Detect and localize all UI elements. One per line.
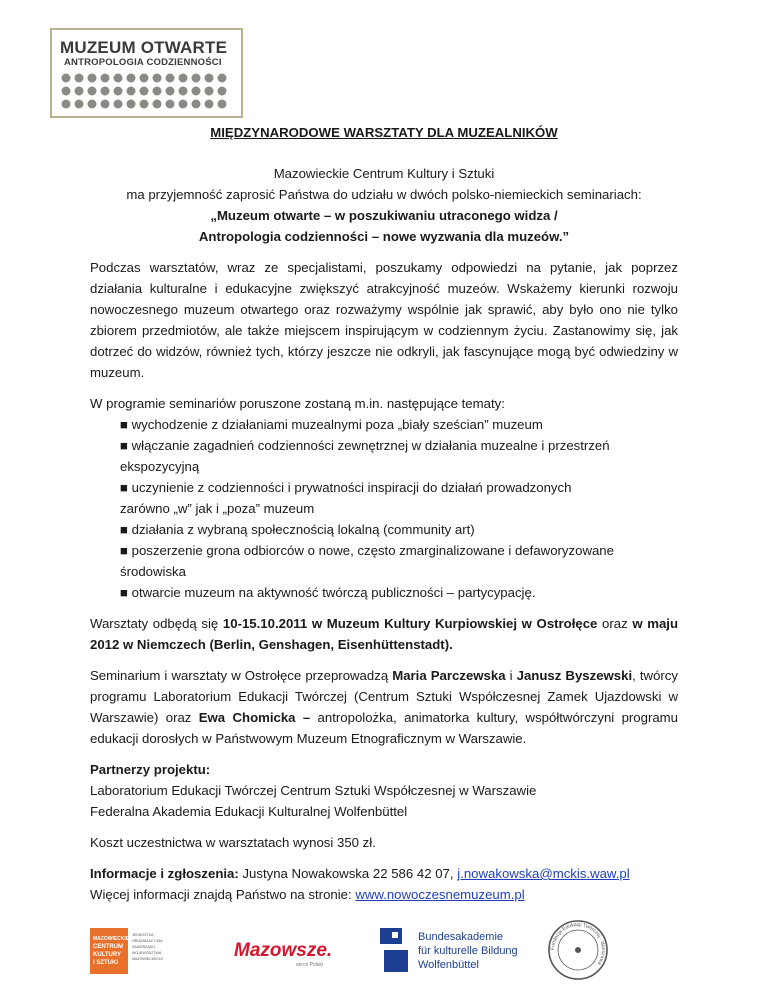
topic-item: ■ działania z wybraną społecznością lokalną (community art) [120, 522, 475, 537]
dates-second-event: w maju 2012 w Niemczech (Berlin, Genshagen, Eisenhüttenstadt). [90, 616, 679, 652]
logo-dot-pattern [60, 72, 236, 118]
more-info-line [90, 884, 678, 905]
trainers-text: antropolożka, animatorka kultury, współtwórczyni programu edukacji dorosłych w Państwowym Muzeum Etnograficznym w Warszawie. [90, 710, 679, 746]
mckis-line-4: I SZTUKI [93, 960, 118, 966]
bak-line-2: für kulturelle Bildung [418, 945, 518, 957]
trainers-text: Seminarium i warsztaty w Ostrołęce przeprowadzą [90, 668, 393, 683]
dates-connector: oraz [597, 616, 633, 631]
svg-text:JEDNOSTKA: JEDNOSTKA [132, 933, 154, 937]
footer-logos [90, 918, 690, 990]
dates-paragraph [90, 613, 678, 655]
svg-text:SAMORZĄDU: SAMORZĄDU [132, 945, 155, 949]
contact-line [90, 863, 678, 884]
topic-item: ■ włączanie zagadnień codzienności zewnętrznej w działania muzealne i przestrzeń [120, 438, 610, 453]
organizer-name: Mazowieckie Centrum Kultury i Sztuki [273, 166, 495, 181]
topic-item: ■ wychodzenie z działaniami muzealnymi poza „biały sześcian” muzeum [120, 417, 543, 432]
seal-text: Fundacja Edukacji Twórczej · Warszawa [549, 921, 607, 966]
mazowsze-wordmark: Mazowsze. [234, 940, 333, 961]
more-info-text: Więcej informacji znajdą Państwo na stronie: [90, 887, 356, 902]
svg-text:MAZOWIECKIEGO: MAZOWIECKIEGO [132, 957, 164, 961]
contact-email-link[interactable]: j.nowakowska@mckis.waw.pl [457, 866, 630, 881]
logo-muzeum-otwarte [50, 28, 243, 118]
contact-label: Informacje i zgłoszenia: [90, 866, 239, 881]
seminar-title-line1: „Muzeum otwarte – w poszukiwaniu utraconego widza / [210, 208, 558, 223]
bundesakademie-logo [380, 924, 545, 978]
topic-item: ■ poszerzenie grona odbiorców o nowe, często zmarginalizowane i defaworyzowane [120, 543, 614, 558]
trainers-text: i [505, 668, 517, 683]
foundation-seal-logo [546, 918, 610, 982]
trainers-paragraph [90, 665, 678, 749]
document-body [90, 122, 678, 905]
trainer-name: Maria Parczewska [392, 668, 506, 683]
mazowsze-tagline: serce Polski [296, 962, 323, 968]
contact-text: Justyna Nowakowska 22 586 42 07, [238, 866, 458, 881]
topic-item-continuation: zarówno „w” jak i „poza” muzeum [120, 501, 315, 516]
mckis-logo [90, 926, 174, 976]
mckis-line-2: CENTRUM [93, 944, 123, 950]
bak-line-1: Bundesakademie [418, 931, 504, 943]
bak-line-3: Wolfenbüttel [418, 959, 479, 971]
dates-text: Warsztaty odbędą się [90, 616, 223, 631]
topic-item: ■ otwarcie muzeum na aktywność twórczą publiczności – partycypację. [120, 585, 536, 600]
cost-line: Koszt uczestnictwa w warsztatach wynosi 350 zł. [90, 835, 376, 850]
svg-text:WOJEWÓDZTWA: WOJEWÓDZTWA [132, 951, 162, 955]
topic-item-continuation: środowiska [120, 564, 186, 579]
trainer-name: Ewa Chomicka – [198, 710, 311, 725]
topics-intro: W programie seminariów poruszone zostaną m.in. następujące tematy: [90, 396, 505, 411]
partners-title: Partnerzy projektu: [90, 762, 211, 777]
topic-item: ■ uczynienie z codzienności i prywatności inspiracji do działań prowadzonych [120, 480, 572, 495]
invitation-line: ma przyjemność zaprosić Państwa do udziału w dwóch polsko-niemieckich seminariach: [126, 187, 642, 202]
trainers-text: , twórcy programu Laboratorium Edukacji Twórczej (Centrum Sztuki Współczesnej Zamek Ujazdowski w Warszawie) oraz [90, 668, 678, 725]
trainer-name: Janusz Byszewski [516, 668, 633, 683]
mckis-line-3: KULTURY [93, 952, 121, 958]
partner-item: Federalna Akademia Edukacji Kulturalnej Wolfenbüttel [90, 804, 408, 819]
description-paragraph: Podczas warsztatów, wraz ze specjalistami, poszukamy odpowiedzi na pytanie, jak poprzez działania kulturalne i edukacyjne zwiększyć atrakcyjność muzeów. Wskażemy kierunki rozwoju nowoczesnego muzeum otwartego oraz rozważymy wspólnie jak sprawić, aby było ono nie tylko zbiorem przedmiotów, ale także miejscem inspirującym w codziennym życiu. Zastanowimy się, jak dotrzeć do widzów, również tych, którzy jeszcze nie odkryli, jak fascynujące mogą być odwiedziny w muzeum. [90, 260, 678, 380]
mckis-line-1: MAZOWIECKIE [93, 936, 130, 942]
mazowsze-logo [230, 932, 340, 972]
partner-item: Laboratorium Edukacji Twórczej Centrum Sztuki Współczesnej w Warszawie [90, 783, 537, 798]
topic-item-continuation: ekspozycyjną [120, 459, 200, 474]
dates-first-event: 10-15.10.2011 w Muzeum Kultury Kurpiowskiej w Ostrołęce [222, 616, 598, 631]
seminar-title-line2: Antropologia codzienności – nowe wyzwania dla muzeów.” [198, 229, 570, 244]
logo-title: MUZEUM OTWARTE [60, 38, 228, 57]
website-link[interactable]: www.nowoczesnemuzeum.pl [355, 887, 525, 902]
logo-subtitle: ANTROPOLOGIA CODZIENNOŚCI [64, 57, 222, 68]
topics-list [90, 414, 678, 603]
svg-text:ORGANIZACYJNA: ORGANIZACYJNA [132, 939, 163, 943]
page-heading: MIĘDZYNARODOWE WARSZTATY DLA MUZEALNIKÓW [210, 125, 558, 140]
